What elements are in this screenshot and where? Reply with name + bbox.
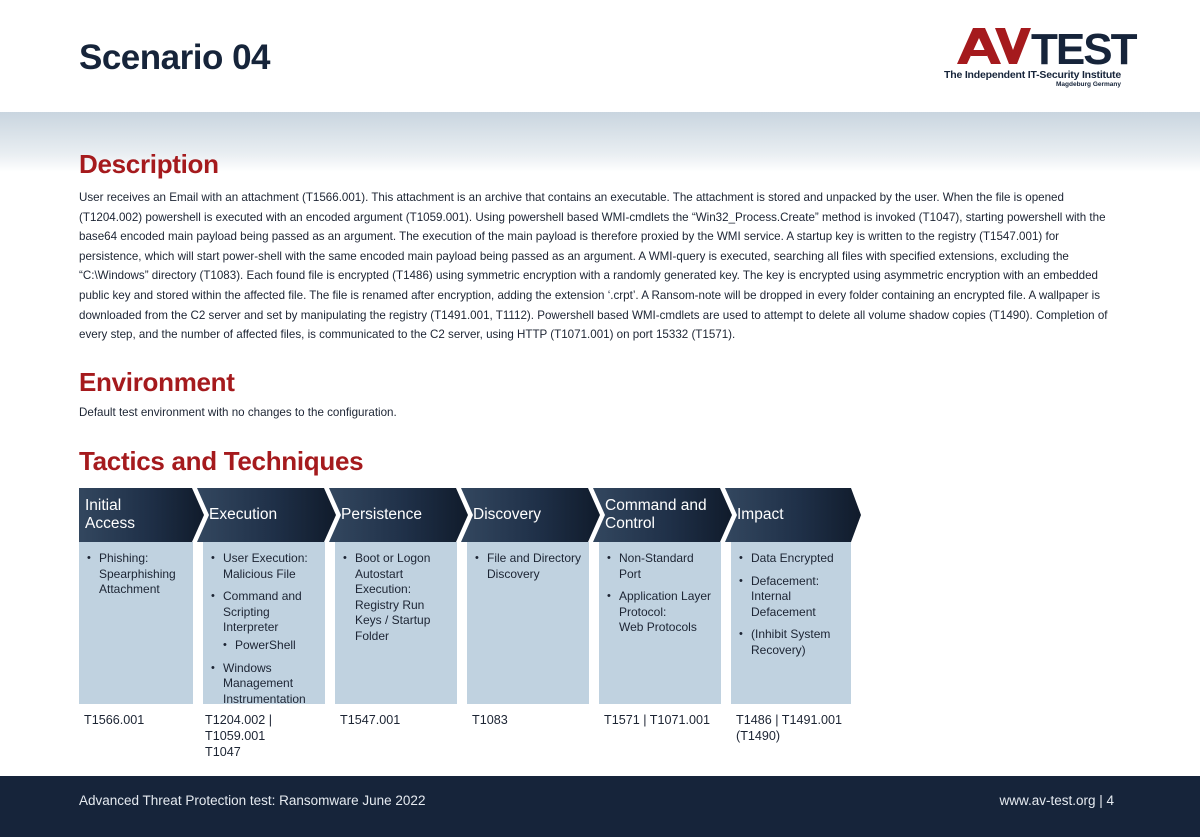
- environment-text: Default test environment with no changes to the configuration.: [79, 406, 397, 419]
- tactic-title-line: Discovery: [473, 506, 542, 523]
- technique-codes: [736, 712, 842, 744]
- technique-item: • Data Encrypted: [737, 551, 845, 567]
- tactic-persistence: [335, 488, 457, 758]
- technique-item: • Non-Standard Port: [605, 551, 715, 582]
- tactic-title: [737, 488, 847, 542]
- environment-heading: Environment: [79, 367, 235, 397]
- technique-item: • (Inhibit System Recovery): [737, 627, 845, 658]
- tactic-title: [209, 488, 319, 542]
- technique-item: • Phishing: Spearphishing Attachment: [85, 551, 187, 598]
- tactic-title-line: Command and: [605, 497, 707, 514]
- tactic-execution: [203, 488, 325, 758]
- av-test-logo: [944, 25, 1136, 88]
- technique-item: • Windows Management Instrumentation: [209, 661, 319, 708]
- description-text: User receives an Email with an attachment (T1566.001). This attachment is an archive that contains an executable. The attachment is stored and unpacked by the user. When the file is opened (T1204.002) powershell is executed with an encoded argument (T1059.001). Using powershell based WMI-cmdlets the “Win32_Process.Create” method is invoked (T1047), starting powershell with the base64 encoded main payload being passed as an argument. The execution of the main payload is therefore proxied by the WMI service. A startup key is written to the registry (T1547.001) for persistence, which will start power-shell with the same encoded main payload being passed as an argument. A WMI-query is executed, searching all files with specified extensions, excluding the “C:\Windows” directory (T1083). Each found file is encrypted (T1486) using symmetric encryption with a randomly generated key. The key is encrypted using asymmetric encryption with an embedded public key and stored within the affected file. The file is renamed after encryption, adding the extension ‘.crpt’. A Ransom-note will be dropped in every folder containing an encrypted file. A wallpaper is downloaded from the C2 server and set by manipulating the registry (T1491.001, T1112). Powershell based WMI-cmdlets are used to attempt to delete all volume shadow copies (T1490). Completion of every step, and the number of affected files, is communicated to the C2 server, using HTTP (T1071.001) on port 15332 (T1571).: [79, 191, 1108, 342]
- technique-item: • Defacement: Internal Defacement: [737, 574, 845, 621]
- tactic-title: [85, 488, 190, 542]
- technique-box: [467, 542, 589, 704]
- page-title: Scenario 04: [79, 38, 270, 77]
- tactic-title-line: Persistence: [341, 506, 422, 523]
- technique-code: T1566.001: [84, 713, 145, 727]
- technique-codes: [84, 712, 144, 728]
- tactic-discovery: [467, 488, 589, 758]
- technique-code: T1571 | T1071.001: [604, 713, 710, 727]
- svg-text:TEST: TEST: [1031, 25, 1136, 74]
- technique-code: T1083: [472, 713, 508, 727]
- technique-subitem: • PowerShell: [221, 638, 319, 654]
- technique-code: T1486 | T1491.001: [736, 713, 842, 727]
- page-footer: [0, 776, 1200, 837]
- tactic-title-line: Control: [605, 515, 655, 532]
- technique-box: [599, 542, 721, 704]
- tactic-title: [605, 488, 715, 542]
- tactic-title-line: Impact: [737, 506, 784, 523]
- tactic-title: [473, 488, 583, 542]
- tactic-title: [341, 488, 451, 542]
- technique-code: (T1490): [736, 729, 781, 743]
- technique-item: • User Execution: Malicious File: [209, 551, 319, 582]
- av-test-logo-mark: [955, 25, 1136, 74]
- technique-code: T1204.002 | T1059.001: [205, 713, 272, 743]
- technique-item: • Command and Scripting Interpreter: [209, 589, 319, 636]
- technique-box: [79, 542, 193, 704]
- footer-report-title: Advanced Threat Protection test: Ransomware June 2022: [79, 793, 426, 808]
- tactic-impact: [731, 488, 851, 758]
- technique-codes: [472, 712, 508, 728]
- description-heading: Description: [79, 149, 219, 179]
- tactic-title-line: Access: [85, 515, 135, 532]
- tactic-command-and-control: [599, 488, 721, 758]
- page-header: [0, 0, 1200, 112]
- technique-item: • Boot or Logon Autostart Execution: Registry Run Keys / Startup Folder: [341, 551, 451, 645]
- technique-box: [731, 542, 851, 704]
- technique-box: [335, 542, 457, 704]
- technique-code: T1047: [205, 745, 241, 759]
- technique-item-continuation: Web Protocols: [619, 620, 697, 635]
- technique-item: • Application Layer Protocol:: [605, 589, 715, 620]
- tactics-heading: Tactics and Techniques: [79, 446, 364, 476]
- technique-box: [203, 542, 325, 704]
- footer-website-page: www.av-test.org | 4: [999, 793, 1114, 808]
- logo-subtitle: Magdeburg Germany: [1055, 81, 1121, 88]
- technique-codes: [205, 712, 325, 760]
- tactic-title-line: Initial: [85, 497, 122, 514]
- tactic-initial-access: [79, 488, 193, 758]
- technique-codes: [604, 712, 710, 728]
- technique-code: T1547.001: [340, 713, 401, 727]
- logo-tagline: The Independent IT-Security Institute: [944, 69, 1121, 81]
- tactic-title-line: Execution: [209, 506, 278, 523]
- technique-item: • File and Directory Discovery: [473, 551, 583, 582]
- tactics-diagram: [79, 488, 869, 758]
- technique-codes: [340, 712, 400, 728]
